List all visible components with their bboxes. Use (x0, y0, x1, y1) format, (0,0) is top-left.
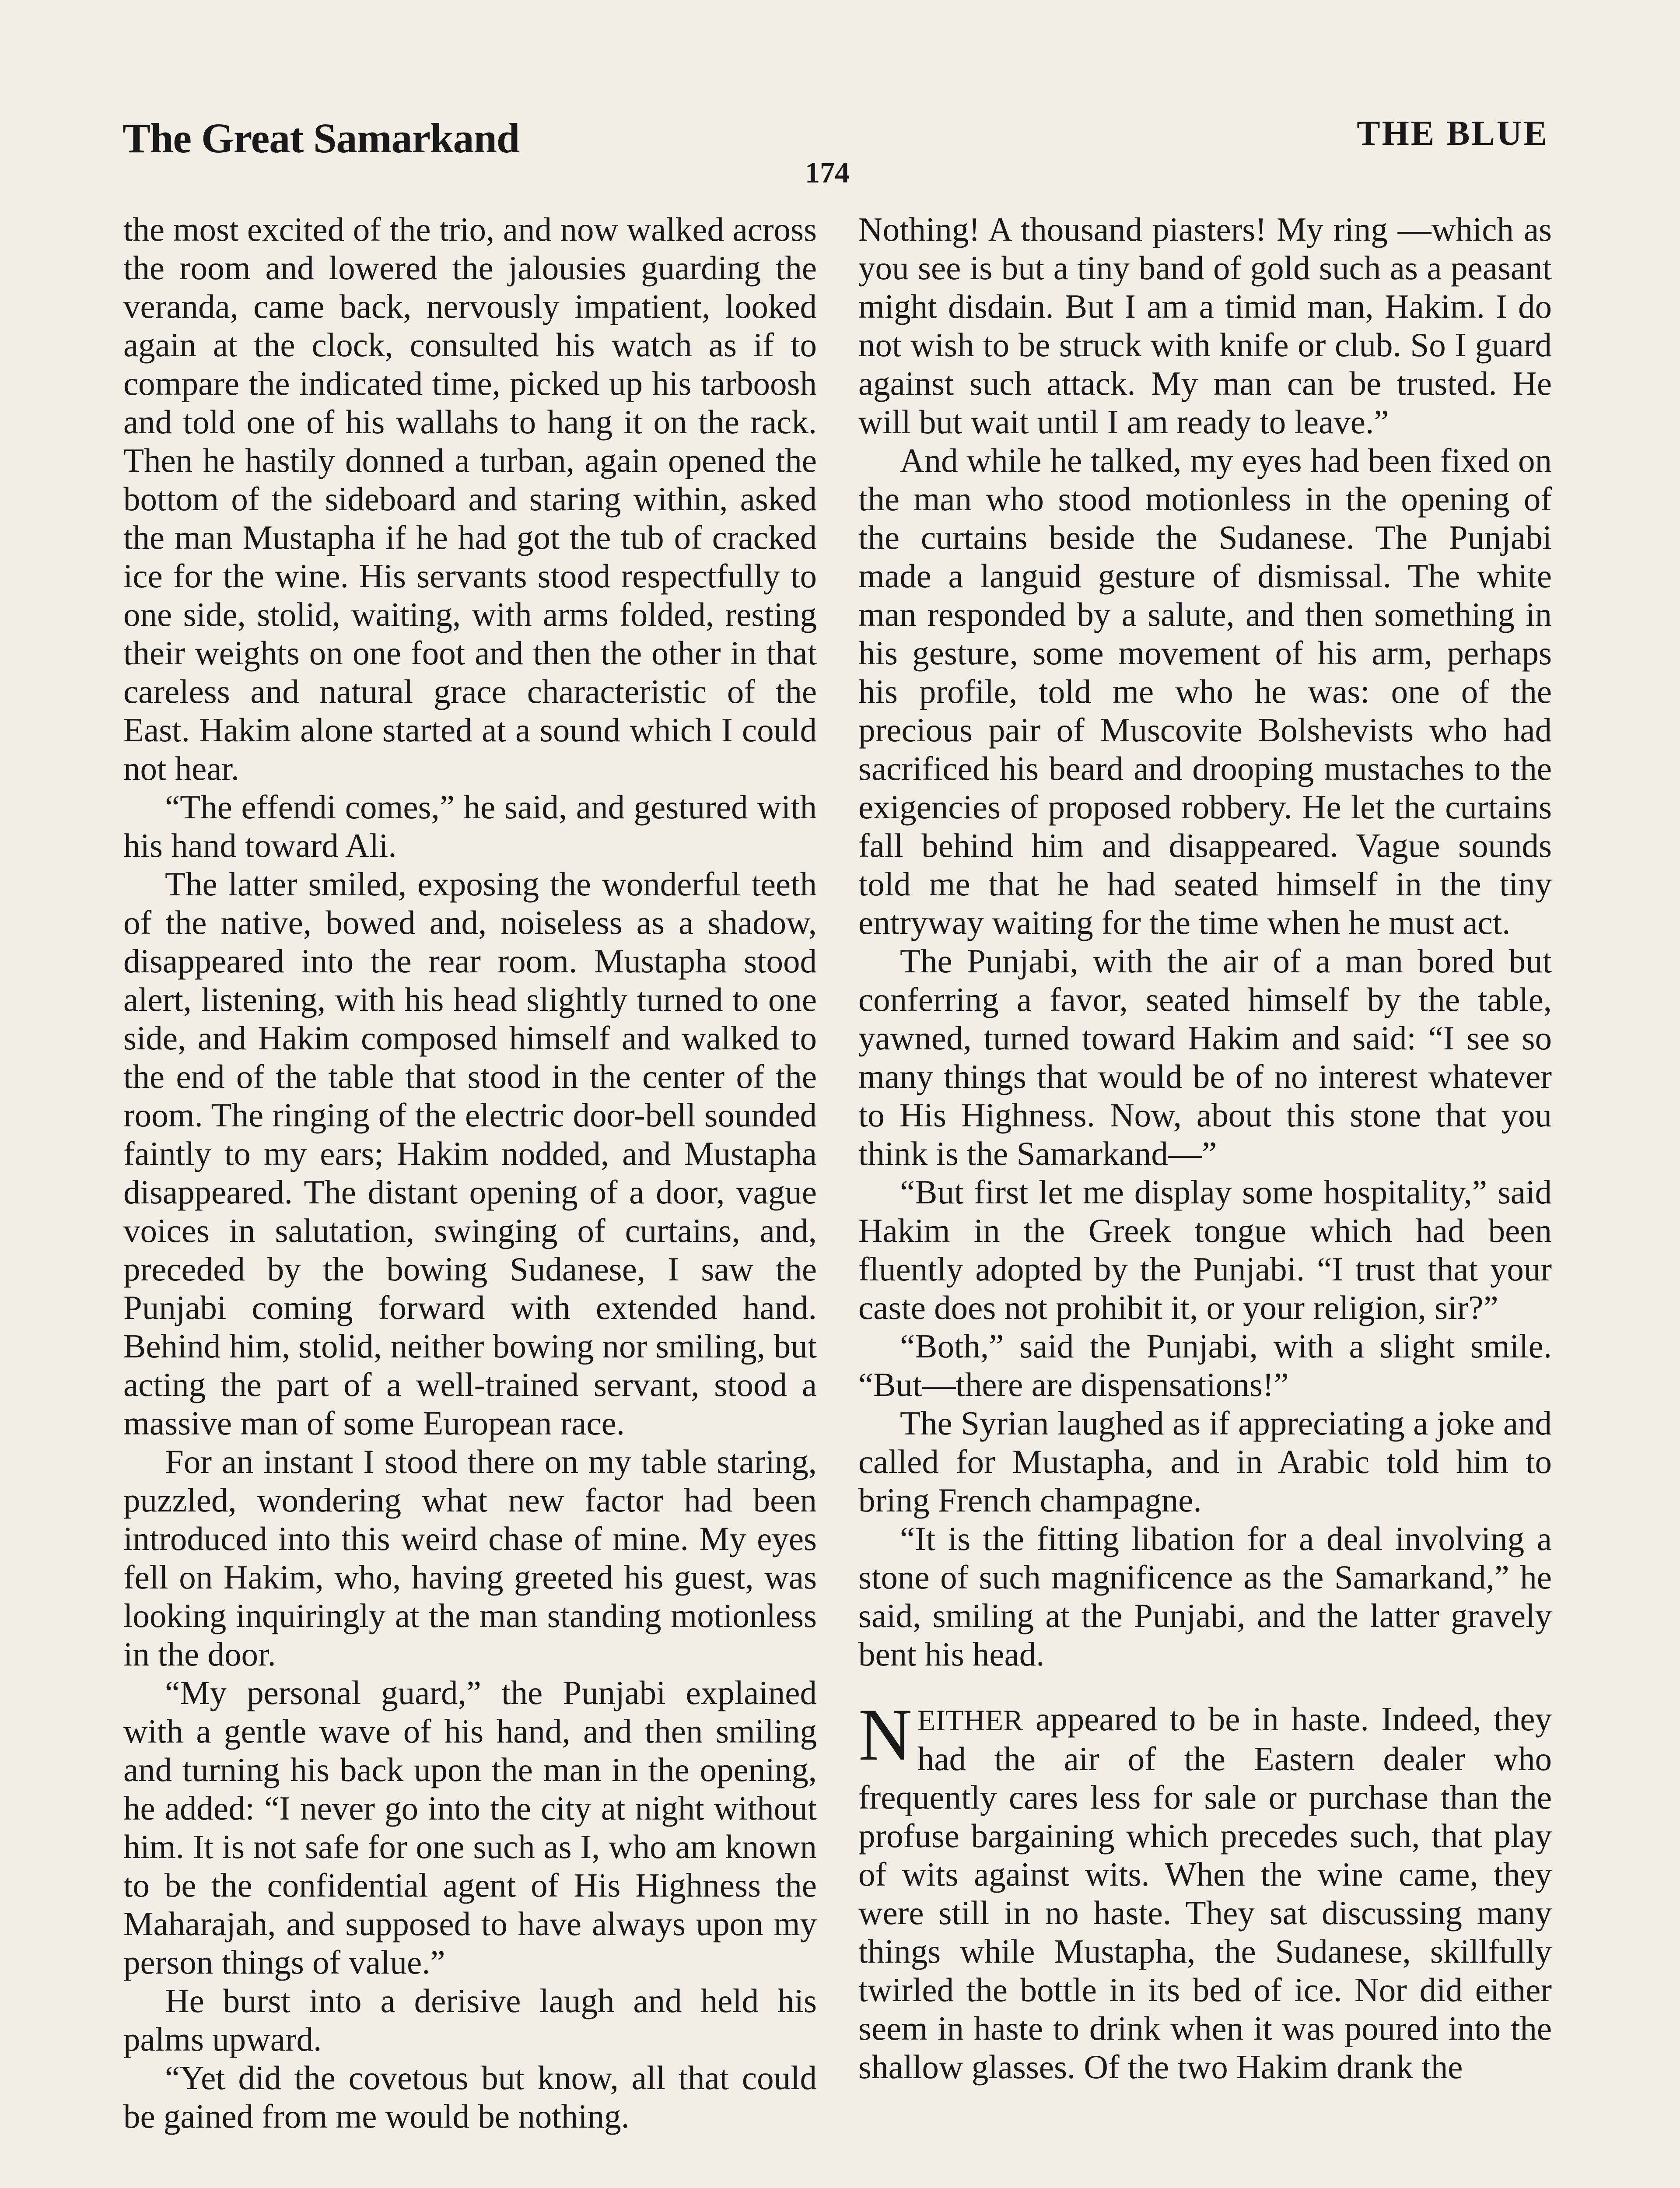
section-paragraph (858, 1694, 1552, 2086)
paragraph: “My personal guard,” the Punjabi explained with a gentle wave of his hand, and then smiling and turning his back upon the man in the opening, he added: “I never go into the city at night without him. It is not safe for one such as I, who am known to be the confidential agent of His Highness the Maharajah, and supposed to have always upon my person things of value.” (123, 1674, 817, 1981)
paragraph: The Syrian laughed as if appreciating a joke and called for Mustapha, and in Arabic told him to bring French champagne. (858, 1404, 1552, 1519)
paragraph: Nothing! A thousand piasters! My ring —which as you see is but a tiny band of gold such as a peasant might disdain. But I am a timid man, Hakim. I do not wish to be struck with knife or club. So I guard against such attack. My man can be trusted. He will but wait until I am ready to leave.” (858, 210, 1552, 441)
paragraph: “The effendi comes,” he said, and gestured with his hand toward Ali. (123, 788, 817, 864)
paragraph: “Both,” said the Punjabi, with a slight smile. “But—there are dispensations!” (858, 1327, 1552, 1403)
story-title: The Great Samarkand (122, 115, 520, 161)
paragraph: He burst into a derisive laugh and held his palms upward. (123, 1982, 817, 2058)
magazine-title: THE BLUE (1357, 114, 1549, 153)
paragraph: “It is the fitting libation for a deal involving a stone of such magnificence as the Samarkand,” he said, smiling at the Punjabi, and the latter gravely bent his head. (858, 1520, 1552, 1673)
paragraph: the most excited of the trio, and now walked across the room and lowered the jalousies guarding the veranda, came back, nervously impatient, looked again at the clock, consulted his watch as if to compare the indicated time, picked up his tarboosh and told one of his wallahs to hang it on the rack. Then he hastily donned a turban, again opened the bottom of the sideboard and staring within, asked the man Mustapha if he had got the tub of cracked ice for the wine. His servants stood respectfully to one side, stolid, waiting, with arms folded, resting their weights on one foot and then the other in that careless and natural grace characteristic of the East. Hakim alone started at a sound which I could not hear. (123, 210, 817, 787)
left-column (123, 210, 817, 2135)
drop-cap: N (858, 1694, 912, 1776)
section-text: appeared to be in haste. Indeed, they had the air of the Eastern dealer who frequently cares less for sale or purchase than the profuse bargaining which precedes such, that play of wits against wits. When the wine came, they were still in no haste. They sat discussing many things while Mustapha, the Sudanese, skillfully twirled the bottle in its bed of ice. Nor did either seem in haste to drink when it was poured into the shallow glasses. Of the two Hakim drank the (858, 1700, 1552, 2086)
section-lead: EITHER (917, 1704, 1023, 1737)
paragraph: “But first let me display some hospitality,” said Hakim in the Greek tongue which had been fluently adopted by the Punjabi. “I trust that your caste does not prohibit it, or your religion, sir?” (858, 1173, 1552, 1326)
paragraph: The Punjabi, with the air of a man bored but conferring a favor, seated himself by the table, yawned, turned toward Hakim and said: “I see so many things that would be of no interest whatever to His Highness. Now, about this stone that you think is the Samarkand—” (858, 942, 1552, 1172)
paragraph: The latter smiled, exposing the wonderful teeth of the native, bowed and, noiseless as a shadow, disappeared into the rear room. Mustapha stood alert, listening, with his head slightly turned to one side, and Hakim composed himself and walked to the end of the table that stood in the center of the room. The ringing of the electric door-bell sounded faintly to my ears; Hakim nodded, and Mustapha disappeared. The distant opening of a door, vague voices in salutation, swinging of curtains, and, preceded by the bowing Sudanese, I saw the Punjabi coming forward with extended hand. Behind him, stolid, neither bowing nor smiling, but acting the part of a well-trained servant, stood a massive man of some European race. (123, 865, 817, 1442)
right-column (858, 210, 1552, 2086)
paragraph: “Yet did the covetous but know, all that could be gained from me would be nothing. (123, 2059, 817, 2135)
page-number: 174 (805, 156, 850, 189)
paragraph: And while he talked, my eyes had been fixed on the man who stood motionless in the opening of the curtains beside the Sudanese. The Punjabi made a languid gesture of dismissal. The white man responded by a salute, and then something in his gesture, some movement of his arm, perhaps his profile, told me who he was: one of the precious pair of Muscovite Bolshevists who had sacrificed his beard and drooping mustaches to the exigencies of proposed robbery. He let the curtains fall behind him and disappeared. Vague sounds told me that he had seated himself in the tiny entryway waiting for the time when he must act. (858, 442, 1552, 941)
paragraph: For an instant I stood there on my table staring, puzzled, wondering what new factor had been introduced into this weird chase of mine. My eyes fell on Hakim, who, having greeted his guest, was looking inquiringly at the man standing motionless in the door. (123, 1443, 817, 1673)
